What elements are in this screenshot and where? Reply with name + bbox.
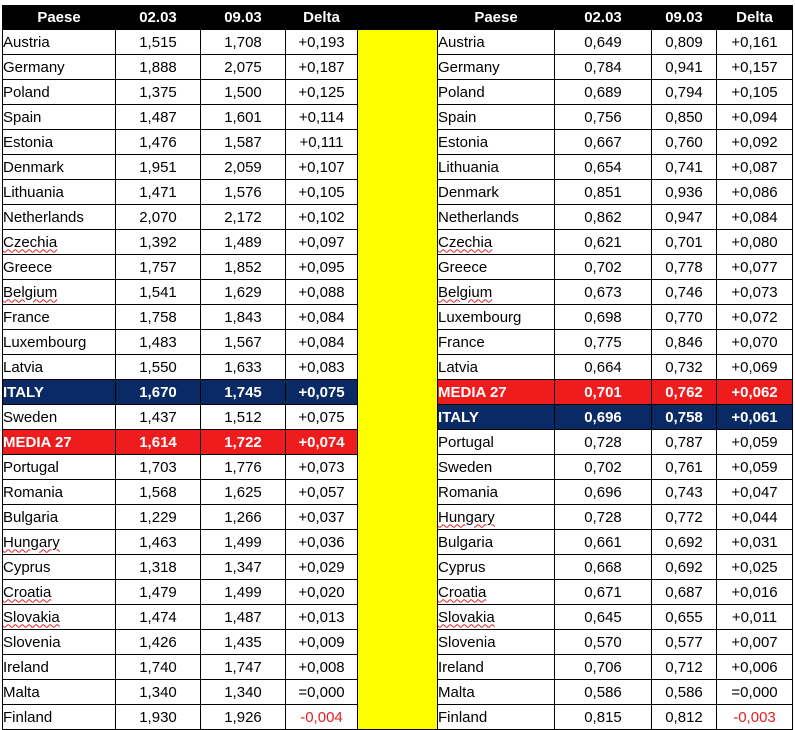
left-delta-cell: +0,008 [286, 655, 358, 680]
left-value-0903-cell: 1,499 [201, 530, 286, 555]
right-delta-cell: +0,072 [717, 305, 793, 330]
right-value-0203-cell: 0,654 [555, 155, 652, 180]
right-value-0903-cell: 0,936 [652, 180, 717, 205]
right-value-0203-cell: 0,851 [555, 180, 652, 205]
left-country-cell: Romania [3, 480, 116, 505]
left-country-cell: Spain [3, 105, 116, 130]
right-value-0203-cell: 0,570 [555, 630, 652, 655]
price-comparison-table [2, 5, 793, 730]
right-value-0903-cell: 0,760 [652, 130, 717, 155]
right-country-cell: Spain [438, 105, 555, 130]
left-value-0203-cell: 1,740 [116, 655, 201, 680]
right-value-0203-cell: 0,698 [555, 305, 652, 330]
right-delta-cell: +0,059 [717, 455, 793, 480]
left-country-cell: Bulgaria [3, 505, 116, 530]
left-value-0203-cell: 1,541 [116, 280, 201, 305]
left-value-0903-cell: 1,499 [201, 580, 286, 605]
left-value-0903-cell: 1,340 [201, 680, 286, 705]
right-value-0203-cell: 0,649 [555, 30, 652, 55]
right-delta-cell: +0,059 [717, 430, 793, 455]
right-delta-cell: =0,000 [717, 680, 793, 705]
right-delta-cell: +0,044 [717, 505, 793, 530]
left-value-0903-cell: 1,745 [201, 380, 286, 405]
left-header-date-2: 09.03 [201, 6, 286, 30]
left-delta-cell: +0,084 [286, 305, 358, 330]
right-country-name: Croatia [438, 583, 487, 601]
right-country-cell: Malta [438, 680, 555, 705]
left-header-date-1: 02.03 [116, 6, 201, 30]
left-delta-cell: +0,105 [286, 180, 358, 205]
right-header-delta: Delta [717, 6, 793, 30]
left-country-cell [3, 605, 116, 630]
right-country-cell [438, 505, 555, 530]
right-value-0203-cell: 0,862 [555, 205, 652, 230]
right-value-0903-cell: 0,941 [652, 55, 717, 80]
left-value-0903-cell: 1,625 [201, 480, 286, 505]
right-delta-cell: +0,092 [717, 130, 793, 155]
right-value-0903-cell: 0,746 [652, 280, 717, 305]
right-country-cell: Netherlands [438, 205, 555, 230]
right-value-0903-cell: 0,741 [652, 155, 717, 180]
right-value-0903-cell: 0,846 [652, 330, 717, 355]
left-country-cell: Poland [3, 80, 116, 105]
right-value-0903-cell: 0,655 [652, 605, 717, 630]
left-country-cell [3, 530, 116, 555]
right-country-cell: Lithuania [438, 155, 555, 180]
left-country-name: Hungary [3, 533, 60, 551]
left-delta-cell: +0,075 [286, 380, 358, 405]
right-value-0903-cell: 0,577 [652, 630, 717, 655]
right-value-0203-cell: 0,689 [555, 80, 652, 105]
right-delta-cell: +0,031 [717, 530, 793, 555]
right-value-0903-cell: 0,947 [652, 205, 717, 230]
left-value-0203-cell: 1,487 [116, 105, 201, 130]
right-value-0903-cell: 0,794 [652, 80, 717, 105]
right-value-0203-cell: 0,661 [555, 530, 652, 555]
left-value-0203-cell: 1,318 [116, 555, 201, 580]
left-value-0903-cell: 1,926 [201, 705, 286, 730]
left-country-cell [3, 230, 116, 255]
left-value-0903-cell: 1,843 [201, 305, 286, 330]
right-country-cell: Poland [438, 80, 555, 105]
right-delta-cell: +0,087 [717, 155, 793, 180]
right-country-cell [438, 580, 555, 605]
right-value-0903-cell: 0,762 [652, 380, 717, 405]
table-row [3, 30, 793, 55]
left-value-0203-cell: 1,229 [116, 505, 201, 530]
right-value-0903-cell: 0,812 [652, 705, 717, 730]
right-delta-cell: +0,025 [717, 555, 793, 580]
left-value-0903-cell: 1,435 [201, 630, 286, 655]
left-delta-cell: +0,075 [286, 405, 358, 430]
left-value-0903-cell: 1,487 [201, 605, 286, 630]
right-value-0203-cell: 0,728 [555, 505, 652, 530]
left-value-0203-cell: 1,375 [116, 80, 201, 105]
right-delta-cell: +0,061 [717, 405, 793, 430]
right-value-0203-cell: 0,671 [555, 580, 652, 605]
right-delta-cell: +0,073 [717, 280, 793, 305]
left-delta-cell: +0,125 [286, 80, 358, 105]
right-value-0203-cell: 0,645 [555, 605, 652, 630]
left-value-0903-cell: 1,852 [201, 255, 286, 280]
right-country-cell: Latvia [438, 355, 555, 380]
right-value-0203-cell: 0,706 [555, 655, 652, 680]
left-value-0203-cell: 1,757 [116, 255, 201, 280]
left-value-0203-cell: 1,568 [116, 480, 201, 505]
right-value-0903-cell: 0,770 [652, 305, 717, 330]
right-value-0203-cell: 0,696 [555, 405, 652, 430]
right-value-0203-cell: 0,667 [555, 130, 652, 155]
right-country-cell: Finland [438, 705, 555, 730]
right-value-0203-cell: 0,701 [555, 380, 652, 405]
left-value-0203-cell: 1,515 [116, 30, 201, 55]
left-value-0903-cell: 1,776 [201, 455, 286, 480]
right-value-0903-cell: 0,712 [652, 655, 717, 680]
right-country-cell: Sweden [438, 455, 555, 480]
right-country-cell: Denmark [438, 180, 555, 205]
right-header-paese: Paese [438, 6, 555, 30]
right-value-0903-cell: 0,761 [652, 455, 717, 480]
left-value-0903-cell: 1,601 [201, 105, 286, 130]
left-header-delta: Delta [286, 6, 358, 30]
right-delta-cell: +0,047 [717, 480, 793, 505]
left-country-cell: MEDIA 27 [3, 430, 116, 455]
left-value-0203-cell: 1,951 [116, 155, 201, 180]
left-value-0203-cell: 1,758 [116, 305, 201, 330]
right-delta-cell: +0,105 [717, 80, 793, 105]
right-value-0903-cell: 0,732 [652, 355, 717, 380]
right-country-cell [438, 230, 555, 255]
left-delta-cell: -0,004 [286, 705, 358, 730]
left-value-0903-cell: 2,075 [201, 55, 286, 80]
left-value-0903-cell: 1,512 [201, 405, 286, 430]
left-delta-cell: +0,009 [286, 630, 358, 655]
left-delta-cell: +0,114 [286, 105, 358, 130]
right-country-cell: Estonia [438, 130, 555, 155]
left-delta-cell: +0,102 [286, 205, 358, 230]
left-country-name: Belgium [3, 283, 58, 301]
right-value-0203-cell: 0,702 [555, 455, 652, 480]
right-value-0903-cell: 0,758 [652, 405, 717, 430]
left-delta-cell: +0,111 [286, 130, 358, 155]
header-separator [358, 6, 438, 30]
right-value-0203-cell: 0,702 [555, 255, 652, 280]
left-value-0203-cell: 1,614 [116, 430, 201, 455]
right-value-0903-cell: 0,743 [652, 480, 717, 505]
right-country-name: Belgium [438, 283, 493, 301]
right-delta-cell: +0,094 [717, 105, 793, 130]
right-value-0203-cell: 0,775 [555, 330, 652, 355]
right-country-cell: Greece [438, 255, 555, 280]
right-country-cell: Luxembourg [438, 305, 555, 330]
right-country-cell: Ireland [438, 655, 555, 680]
left-country-cell: Ireland [3, 655, 116, 680]
left-header-paese: Paese [3, 6, 116, 30]
right-delta-cell: +0,062 [717, 380, 793, 405]
left-value-0903-cell: 2,059 [201, 155, 286, 180]
left-country-cell: Netherlands [3, 205, 116, 230]
left-country-cell: Germany [3, 55, 116, 80]
left-value-0903-cell: 1,587 [201, 130, 286, 155]
left-value-0203-cell: 1,930 [116, 705, 201, 730]
right-country-cell [438, 605, 555, 630]
right-value-0203-cell: 0,668 [555, 555, 652, 580]
right-header-date-2: 09.03 [652, 6, 717, 30]
right-value-0203-cell: 0,696 [555, 480, 652, 505]
right-delta-cell: +0,080 [717, 230, 793, 255]
right-value-0903-cell: 0,586 [652, 680, 717, 705]
yellow-separator [358, 30, 438, 730]
right-value-0903-cell: 0,692 [652, 555, 717, 580]
right-country-cell: France [438, 330, 555, 355]
left-country-cell: Austria [3, 30, 116, 55]
right-country-cell: Cyprus [438, 555, 555, 580]
right-value-0903-cell: 0,692 [652, 530, 717, 555]
left-value-0203-cell: 1,703 [116, 455, 201, 480]
right-value-0203-cell: 0,673 [555, 280, 652, 305]
left-delta-cell: =0,000 [286, 680, 358, 705]
left-value-0203-cell: 1,392 [116, 230, 201, 255]
left-delta-cell: +0,193 [286, 30, 358, 55]
right-value-0903-cell: 0,701 [652, 230, 717, 255]
right-value-0903-cell: 0,687 [652, 580, 717, 605]
left-country-cell [3, 280, 116, 305]
right-country-cell: MEDIA 27 [438, 380, 555, 405]
right-value-0203-cell: 0,586 [555, 680, 652, 705]
left-delta-cell: +0,036 [286, 530, 358, 555]
left-country-cell: Estonia [3, 130, 116, 155]
left-value-0903-cell: 1,708 [201, 30, 286, 55]
right-country-name: Hungary [438, 508, 495, 526]
left-country-cell: Cyprus [3, 555, 116, 580]
right-country-name: Czechia [438, 233, 493, 251]
left-value-0203-cell: 1,340 [116, 680, 201, 705]
left-value-0903-cell: 1,576 [201, 180, 286, 205]
right-delta-cell: +0,007 [717, 630, 793, 655]
right-value-0203-cell: 0,728 [555, 430, 652, 455]
right-delta-cell: +0,016 [717, 580, 793, 605]
left-value-0903-cell: 1,747 [201, 655, 286, 680]
right-delta-cell: +0,161 [717, 30, 793, 55]
left-country-name: Slovakia [3, 608, 60, 626]
right-delta-cell: +0,006 [717, 655, 793, 680]
left-delta-cell: +0,187 [286, 55, 358, 80]
left-delta-cell: +0,088 [286, 280, 358, 305]
right-value-0903-cell: 0,778 [652, 255, 717, 280]
right-value-0903-cell: 0,809 [652, 30, 717, 55]
left-delta-cell: +0,013 [286, 605, 358, 630]
left-country-cell: Malta [3, 680, 116, 705]
right-value-0203-cell: 0,621 [555, 230, 652, 255]
left-value-0203-cell: 1,474 [116, 605, 201, 630]
right-country-cell: Germany [438, 55, 555, 80]
left-delta-cell: +0,057 [286, 480, 358, 505]
header-row [3, 6, 793, 30]
left-delta-cell: +0,029 [286, 555, 358, 580]
left-country-cell: Denmark [3, 155, 116, 180]
left-delta-cell: +0,095 [286, 255, 358, 280]
right-value-0903-cell: 0,787 [652, 430, 717, 455]
left-value-0203-cell: 1,888 [116, 55, 201, 80]
right-country-cell: Romania [438, 480, 555, 505]
right-delta-cell: +0,069 [717, 355, 793, 380]
left-value-0203-cell: 1,463 [116, 530, 201, 555]
left-value-0203-cell: 1,426 [116, 630, 201, 655]
left-country-cell: Sweden [3, 405, 116, 430]
left-country-cell: Lithuania [3, 180, 116, 205]
left-delta-cell: +0,083 [286, 355, 358, 380]
table-body [3, 30, 793, 730]
right-delta-cell: +0,084 [717, 205, 793, 230]
left-delta-cell: +0,020 [286, 580, 358, 605]
left-value-0903-cell: 1,500 [201, 80, 286, 105]
left-value-0203-cell: 1,476 [116, 130, 201, 155]
left-delta-cell: +0,084 [286, 330, 358, 355]
left-value-0203-cell: 1,471 [116, 180, 201, 205]
right-country-cell [438, 280, 555, 305]
left-value-0203-cell: 1,437 [116, 405, 201, 430]
left-country-cell: Finland [3, 705, 116, 730]
right-delta-cell: +0,077 [717, 255, 793, 280]
left-country-cell: Slovenia [3, 630, 116, 655]
left-value-0203-cell: 1,550 [116, 355, 201, 380]
left-value-0203-cell: 1,670 [116, 380, 201, 405]
right-country-cell: ITALY [438, 405, 555, 430]
right-delta-cell: +0,086 [717, 180, 793, 205]
right-header-date-1: 02.03 [555, 6, 652, 30]
left-value-0903-cell: 2,172 [201, 205, 286, 230]
left-value-0903-cell: 1,633 [201, 355, 286, 380]
left-country-cell: Latvia [3, 355, 116, 380]
left-delta-cell: +0,037 [286, 505, 358, 530]
left-value-0903-cell: 1,629 [201, 280, 286, 305]
right-value-0203-cell: 0,784 [555, 55, 652, 80]
left-value-0903-cell: 1,567 [201, 330, 286, 355]
left-country-name: Croatia [3, 583, 52, 601]
left-delta-cell: +0,073 [286, 455, 358, 480]
left-value-0903-cell: 1,347 [201, 555, 286, 580]
left-delta-cell: +0,074 [286, 430, 358, 455]
right-country-cell: Bulgaria [438, 530, 555, 555]
right-delta-cell: +0,011 [717, 605, 793, 630]
left-delta-cell: +0,107 [286, 155, 358, 180]
left-country-cell: France [3, 305, 116, 330]
right-value-0203-cell: 0,815 [555, 705, 652, 730]
right-delta-cell: -0,003 [717, 705, 793, 730]
right-value-0903-cell: 0,850 [652, 105, 717, 130]
left-country-cell: Portugal [3, 455, 116, 480]
left-delta-cell: +0,097 [286, 230, 358, 255]
right-value-0903-cell: 0,772 [652, 505, 717, 530]
right-country-name: Slovakia [438, 608, 495, 626]
left-value-0903-cell: 1,489 [201, 230, 286, 255]
left-value-0203-cell: 1,483 [116, 330, 201, 355]
right-value-0203-cell: 0,756 [555, 105, 652, 130]
right-country-cell: Austria [438, 30, 555, 55]
left-value-0203-cell: 2,070 [116, 205, 201, 230]
left-country-cell: ITALY [3, 380, 116, 405]
left-value-0903-cell: 1,722 [201, 430, 286, 455]
right-value-0203-cell: 0,664 [555, 355, 652, 380]
right-country-cell: Slovenia [438, 630, 555, 655]
left-country-cell: Luxembourg [3, 330, 116, 355]
left-country-cell: Greece [3, 255, 116, 280]
left-country-cell [3, 580, 116, 605]
right-delta-cell: +0,070 [717, 330, 793, 355]
left-country-name: Czechia [3, 233, 58, 251]
right-delta-cell: +0,157 [717, 55, 793, 80]
right-country-cell: Portugal [438, 430, 555, 455]
left-value-0903-cell: 1,266 [201, 505, 286, 530]
left-value-0203-cell: 1,479 [116, 580, 201, 605]
